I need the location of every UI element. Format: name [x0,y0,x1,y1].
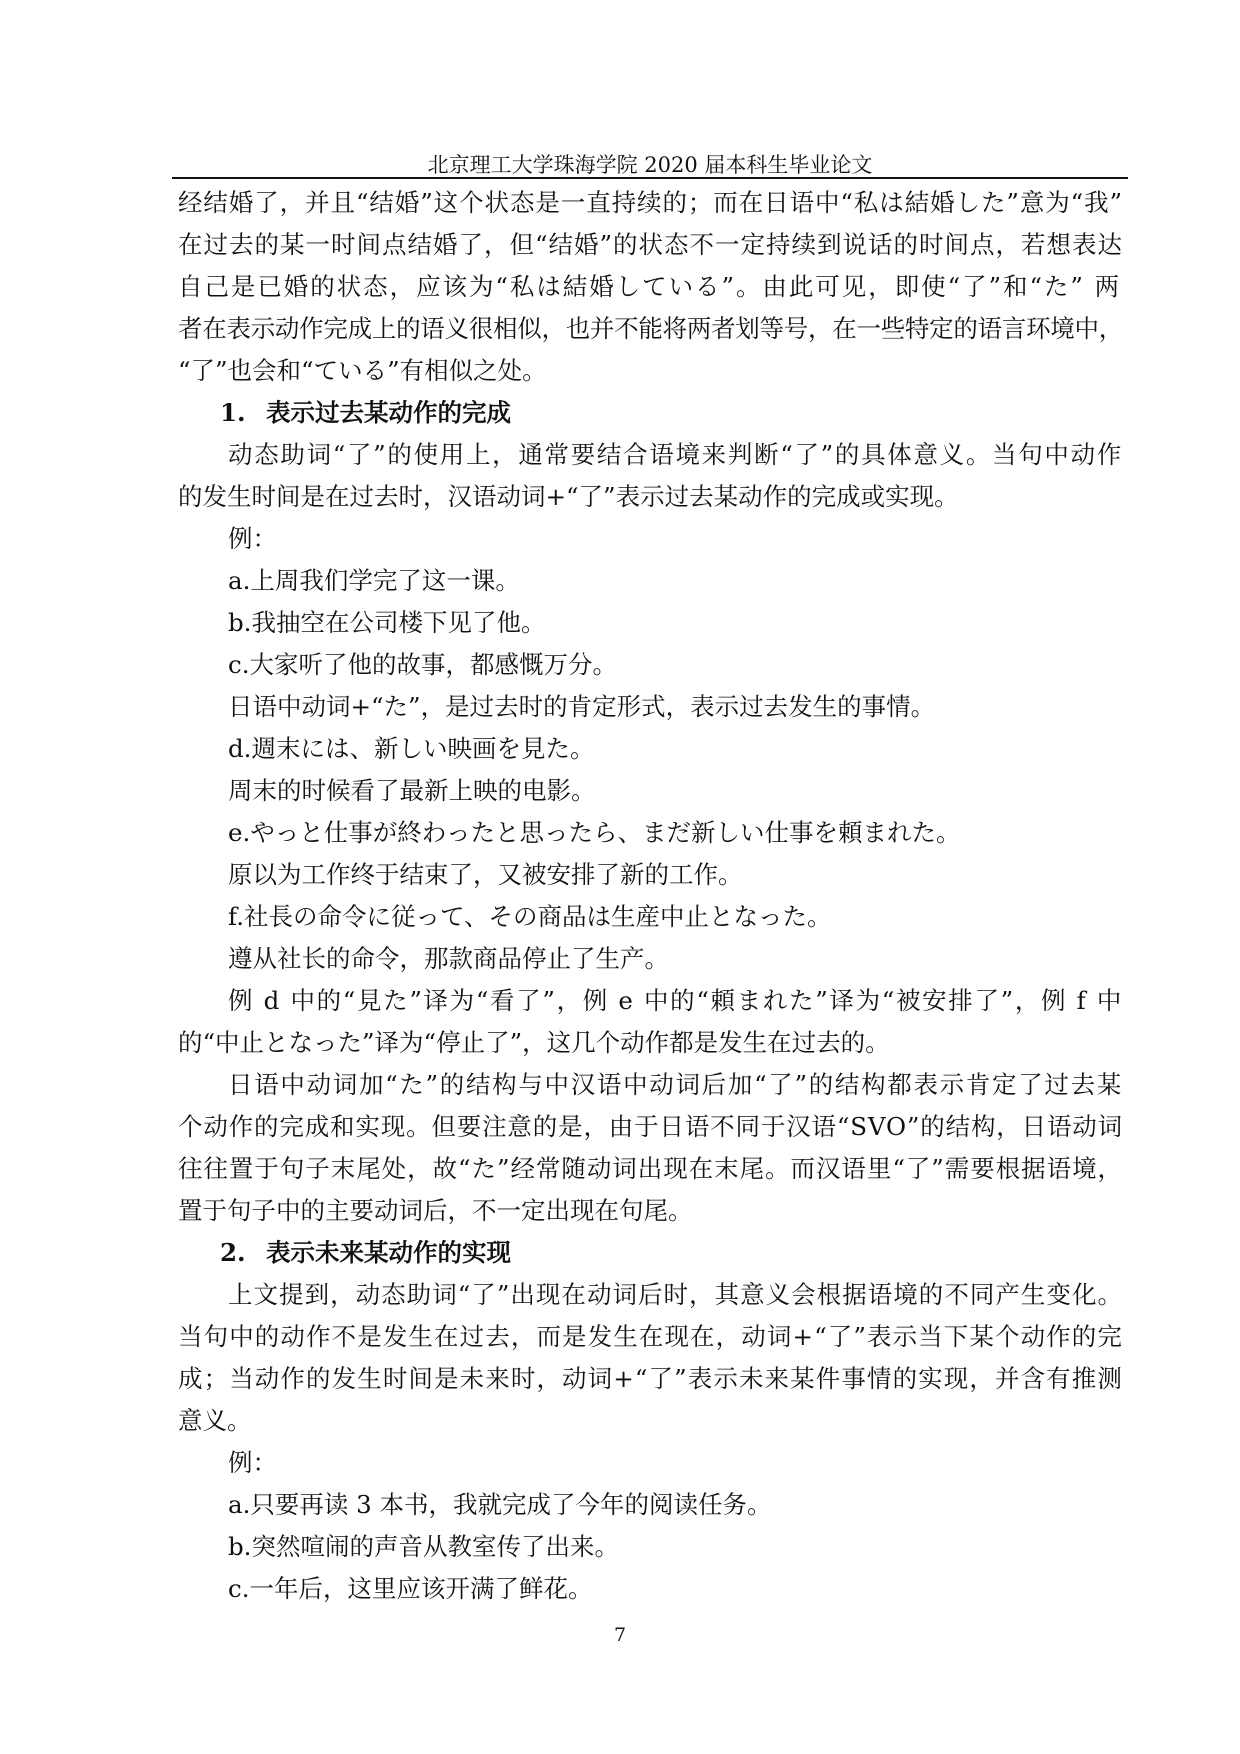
text-line [178,896,1123,938]
text-line [178,1568,1123,1610]
text-line-content: 遵从社长的命令，那款商品停止了生产。 [228,944,669,973]
text-line-content: b.我抽空在公司楼下见了他。 [228,608,546,637]
section-heading [178,1232,1123,1274]
text-line [178,1358,1123,1400]
text-line [178,1400,1123,1442]
section-heading [178,392,1123,434]
text-line [178,1148,1123,1190]
section-title: 表示过去某动作的完成 [266,398,511,427]
text-line-content: a.只要再读 3 本书，我就完成了今年的阅读任务。 [228,1490,772,1519]
text-line [178,770,1123,812]
text-line-content: 例 d 中的“見た”译为“看了”，例 e 中的“頼まれた”译为“被安排了”，例 f 中 [228,986,1123,1015]
text-line [178,686,1123,728]
text-line [178,1106,1123,1148]
text-line [178,1190,1123,1232]
text-line-content: 当句中的动作不是发生在过去，而是发生在现在，动词+“了”表示当下某个动作的完 [178,1322,1123,1351]
text-line-content: 原以为工作终于结束了，又被安排了新的工作。 [228,860,743,889]
text-line-content: e.やっと仕事が終わったと思ったら、まだ新しい仕事を頼まれた。 [228,818,961,847]
text-line-content: 置于句子中的主要动词后，不一定出现在句尾。 [178,1196,693,1225]
running-header: 北京理工大学珠海学院 2020 届本科生毕业论文 [427,153,873,177]
text-line-content: 日语中动词加“た”的结构与中汉语中动词后加“了”的结构都表示肯定了过去某 [228,1070,1123,1099]
text-line-content: 的“中止となった”译为“停止了”，这几个动作都是发生在过去的。 [178,1028,890,1057]
body-text [178,182,1123,1610]
text-line-content: 成；当动作的发生时间是未来时，动词+“了”表示未来某件事情的实现，并含有推测 [178,1364,1123,1393]
text-line-content: 动态助词“了”的使用上，通常要结合语境来判断“了”的具体意义。当句中动作 [228,440,1123,469]
text-line [178,1316,1123,1358]
text-line [178,980,1123,1022]
header-rule [172,177,1128,179]
text-line-content: 的发生时间是在过去时，汉语动词+“了”表示过去某动作的完成或实现。 [178,482,959,511]
text-line [178,308,1123,350]
section-title: 表示未来某动作的实现 [266,1238,511,1267]
text-line-content: c.一年后，这里应该开满了鲜花。 [228,1574,593,1603]
text-line-content: 上文提到，动态助词“了”出现在动词后时，其意义会根据语境的不同产生变化。 [228,1280,1123,1309]
text-line-content: “了”也会和“ている”有相似之处。 [178,356,547,385]
text-line-content: c.大家听了他的故事，都感慨万分。 [228,650,618,679]
text-line [178,350,1123,392]
text-line-content: 日语中动词+“た”，是过去时的肯定形式，表示过去发生的事情。 [228,692,936,721]
text-line [178,812,1123,854]
text-line [178,938,1123,980]
text-line-content: b.突然喧闹的声音从教室传了出来。 [228,1532,619,1561]
text-line-content: 意义。 [178,1406,252,1435]
text-line-content: 者在表示动作完成上的语义很相似，也并不能将两者划等号，在一些特定的语言环境中， [178,314,1123,343]
text-line [178,728,1123,770]
text-line [178,1526,1123,1568]
text-line-content: 经结婚了，并且“结婚”这个状态是一直持续的；而在日语中“私は結婚した”意为“我” [178,188,1123,217]
section-number: 1. [220,398,246,427]
text-line-content: 自己是已婚的状态，应该为“私は結婚している”。由此可见，即使“了”和“た” 两 [178,272,1122,301]
text-line-content: 例： [228,1448,277,1477]
text-line [178,434,1123,476]
text-line-content: 在过去的某一时间点结婚了，但“结婚”的状态不一定持续到说话的时间点，若想表达 [178,230,1123,259]
text-line [178,476,1123,518]
text-line [178,1274,1123,1316]
text-line [178,602,1123,644]
text-line [178,1484,1123,1526]
section-number: 2. [220,1238,246,1267]
text-line [178,1064,1123,1106]
text-line [178,266,1123,308]
text-line [178,224,1123,266]
text-line [178,182,1123,224]
text-line-content: 往往置于句子末尾处，故“た”经常随动词出现在末尾。而汉语里“了”需要根据语境， [178,1154,1123,1183]
text-line-content: 例： [228,524,277,553]
text-line [178,560,1123,602]
text-line-content: a.上周我们学完了这一课。 [228,566,520,595]
page-number: 7 [613,1624,627,1646]
text-line [178,1442,1123,1484]
text-line-content: d.週末には、新しい映画を見た。 [228,734,595,763]
text-line [178,854,1123,896]
text-line-content: 个动作的完成和实现。但要注意的是，由于日语不同于汉语“SVO”的结构，日语动词 [178,1112,1123,1141]
text-line [178,1022,1123,1064]
text-line-content: 周末的时候看了最新上映的电影。 [228,776,596,805]
text-line-content: f.社長の命令に従って、その商品は生産中止となった。 [228,902,832,931]
text-line [178,644,1123,686]
text-line [178,518,1123,560]
